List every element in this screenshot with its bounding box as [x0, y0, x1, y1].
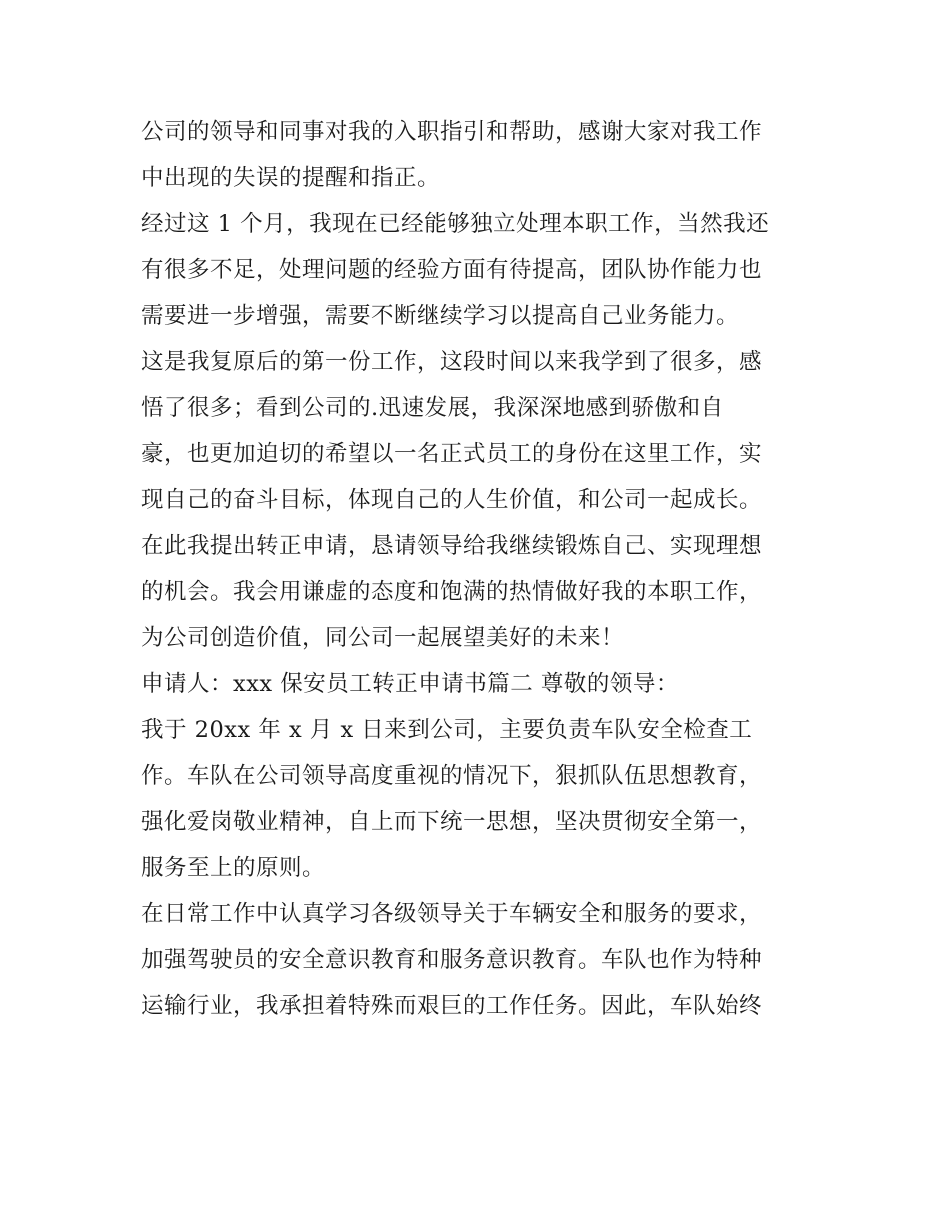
applicant-line: 申请人：xxx 保安员工转正申请书篇二 尊敬的领导：	[141, 671, 679, 697]
text-line: 经过这 1 个月，我现在已经能够独立处理本职工作，当然我还	[141, 211, 770, 237]
text-line: 在此我提出转正申请，恳请领导给我继续锻炼自己、实现理想	[141, 533, 763, 559]
text-line: 中出现的失误的提醒和指正。	[141, 165, 441, 191]
text-line: 这是我复原后的第一份工作，这段时间以来我学到了很多，感	[141, 349, 763, 375]
text-line: 强化爱岗敬业精神，自上而下统一思想，坚决贯彻安全第一，	[141, 809, 763, 835]
text-line: 豪，也更加迫切的希望以一名正式员工的身份在这里工作，实	[141, 441, 763, 467]
text-line: 加强驾驶员的安全意识教育和服务意识教育。车队也作为特种	[141, 947, 763, 973]
text-line: 运输行业，我承担着特殊而艰巨的工作任务。因此，车队始终	[141, 993, 763, 1019]
text-line: 为公司创造价值，同公司一起展望美好的未来！	[141, 625, 625, 651]
text-line: 作。车队在公司领导高度重视的情况下，狠抓队伍思想教育，	[141, 763, 763, 789]
text-line: 在日常工作中认真学习各级领导关于车辆安全和服务的要求，	[141, 901, 763, 927]
text-line: 悟了很多；看到公司的.迅速发展，我深深地感到骄傲和自	[141, 395, 724, 421]
text-line: 服务至上的原则。	[141, 855, 326, 881]
text-line: 有很多不足，处理问题的经验方面有待提高，团队协作能力也	[141, 257, 763, 283]
text-line: 需要进一步增强，需要不断继续学习以提高自己业务能力。	[141, 303, 740, 329]
document-body	[141, 109, 831, 1029]
text-line: 公司的领导和同事对我的入职指引和帮助，感谢大家对我工作	[141, 119, 763, 145]
text-line: 现自己的奋斗目标，体现自己的人生价值，和公司一起成长。	[141, 487, 763, 513]
text-line: 的机会。我会用谦虚的态度和饱满的热情做好我的本职工作，	[141, 579, 763, 605]
text-line: 我于 20xx 年 x 月 x 日来到公司，主要负责车队安全检查工	[141, 717, 753, 743]
